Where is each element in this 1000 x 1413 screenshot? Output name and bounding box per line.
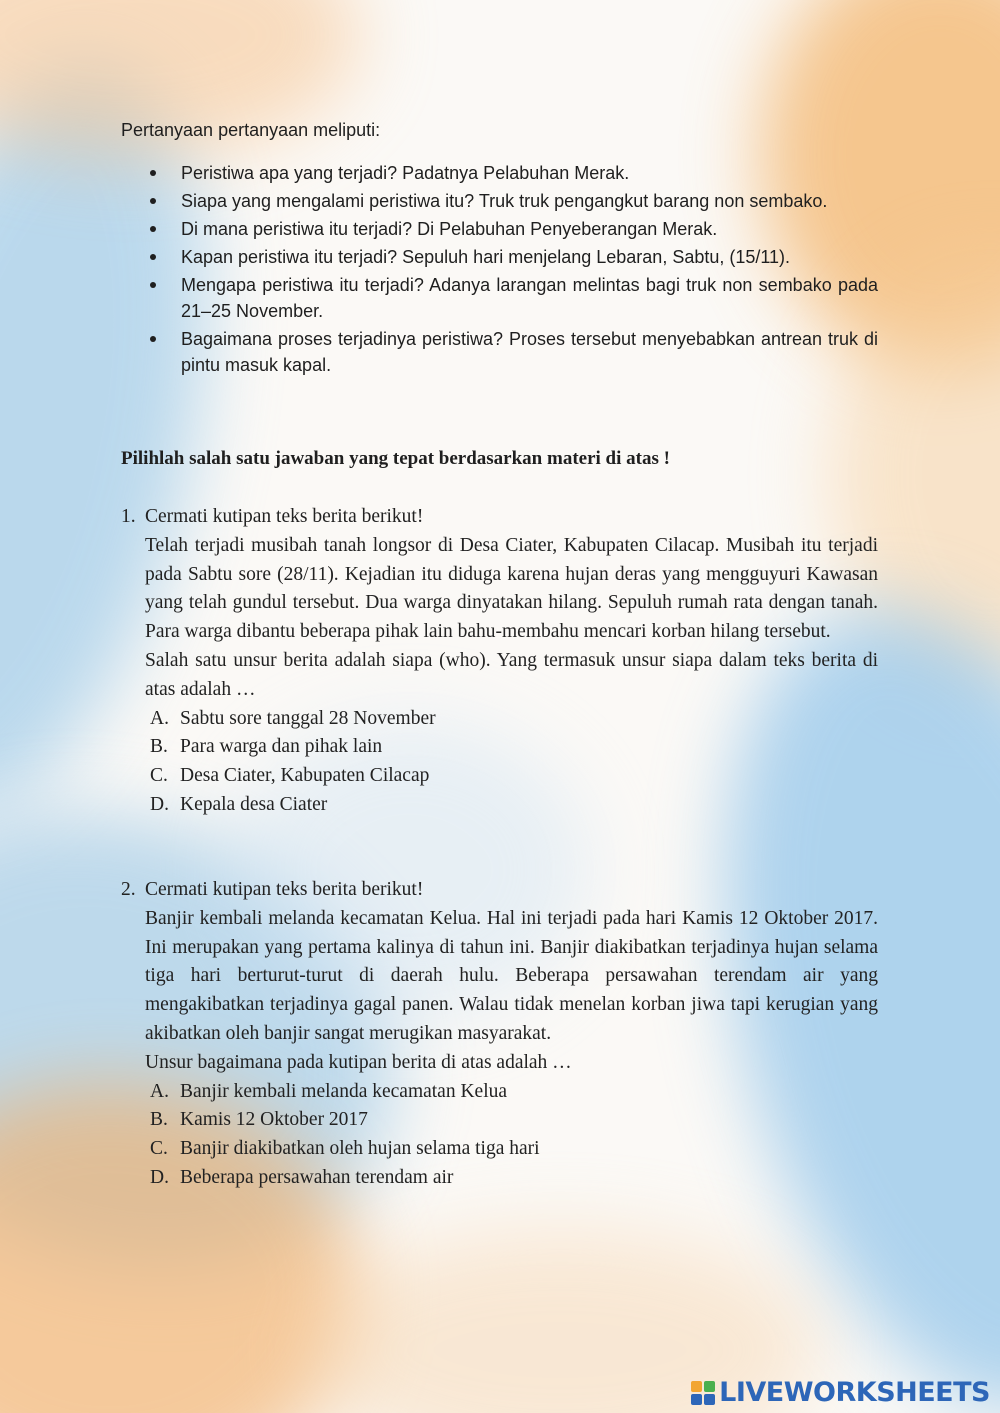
answer-option-b[interactable]: B. Para warga dan pihak lain (150, 736, 383, 758)
news-passage: Telah terjadi musibah tanah longsor di Desa Ciater, Kabupaten Cilacap. Musibah itu terjadi pada Sabtu sore (28/11). Kejadian itu diduga karena hujan deras yang mengguyuri Kawasan yang telah gundul tersebut. Dua warga dinyatakan hilang. Sepuluh rumah rata dengan tanah. Para warga dibantu beberapa pihak lain bahu-membahu mencari korban hilang tersebut. (145, 534, 878, 643)
list-item: Bagaimana proses terjadinya peristiwa? Proses tersebut menyebabkan antrean truk di pintu masuk kapal. (150, 326, 878, 378)
news-passage: Banjir kembali melanda kecamatan Kelua. Hal ini terjadi pada hari Kamis 12 Oktober 2017. Ini merupakan yang pertama kalinya di tahun ini. Banjir diakibatkan terjadinya hujan selama tiga hari berturut-turut di daerah hulu. Beberapa persawahan terendam air yang mengakibatkan terjadinya gagal panen. Walau tidak menelan korban jiwa tapi kerugian yang akibatkan oleh banjir sangat merugikan masyarakat. (145, 907, 878, 1044)
answer-option-a[interactable]: A. Sabtu sore tanggal 28 November (150, 707, 436, 729)
list-item: Di mana peristiwa itu terjadi? Di Pelabuhan Penyeberangan Merak. (150, 216, 878, 242)
question-number: 2. (121, 879, 136, 900)
question-prompt: Cermati kutipan teks berita berikut! (145, 506, 424, 527)
instruction: Pilihlah salah satu jawaban yang tepat berdasarkan materi di atas ! (121, 448, 670, 469)
answer-options (150, 705, 878, 820)
list-item: Kapan peristiwa itu terjadi? Sepuluh hari menjelang Lebaran, Sabtu, (15/11). (150, 244, 878, 270)
question-2 (121, 876, 878, 1193)
bullet-icon (150, 226, 156, 232)
question-number: 1. (121, 506, 136, 527)
answer-option-d[interactable]: D. Beberapa persawahan terendam air (150, 1166, 454, 1188)
answer-option-a[interactable]: A. Banjir kembali melanda kecamatan Kelua (150, 1080, 508, 1102)
answer-options (150, 1078, 878, 1193)
bullet-icon (150, 170, 156, 176)
liveworksheets-logo-icon (691, 1381, 715, 1405)
list-item: Peristiwa apa yang terjadi? Padatnya Pelabuhan Merak. (150, 160, 878, 186)
question-1 (121, 503, 878, 820)
bullet-icon (150, 282, 156, 288)
logo-text: LIVEWORKSHEETS (719, 1377, 990, 1408)
bullet-icon (150, 336, 156, 342)
question-list (150, 160, 878, 380)
liveworksheets-logo (691, 1377, 990, 1408)
answer-option-c[interactable]: C. Banjir diakibatkan oleh hujan selama tiga hari (150, 1138, 540, 1160)
question-text: Salah satu unsur berita adalah siapa (who). Yang termasuk unsur siapa dalam teks berita di atas adalah … (145, 649, 878, 700)
list-item: Siapa yang mengalami peristiwa itu? Truk truk pengangkut barang non sembako. (150, 188, 878, 214)
list-item: Mengapa peristiwa itu terjadi? Adanya larangan melintas bagi truk non sembako pada 21–25 November. (150, 272, 878, 324)
question-text: Unsur bagaimana pada kutipan berita di atas adalah … (145, 1051, 572, 1073)
intro-title: Pertanyaan pertanyaan meliputi: (121, 120, 381, 140)
bullet-icon (150, 254, 156, 260)
bullet-icon (150, 198, 156, 204)
answer-option-d[interactable]: D. Kepala desa Ciater (150, 793, 328, 815)
question-prompt: Cermati kutipan teks berita berikut! (145, 879, 424, 900)
answer-option-b[interactable]: B. Kamis 12 Oktober 2017 (150, 1109, 368, 1131)
answer-option-c[interactable]: C. Desa Ciater, Kabupaten Cilacap (150, 765, 430, 787)
